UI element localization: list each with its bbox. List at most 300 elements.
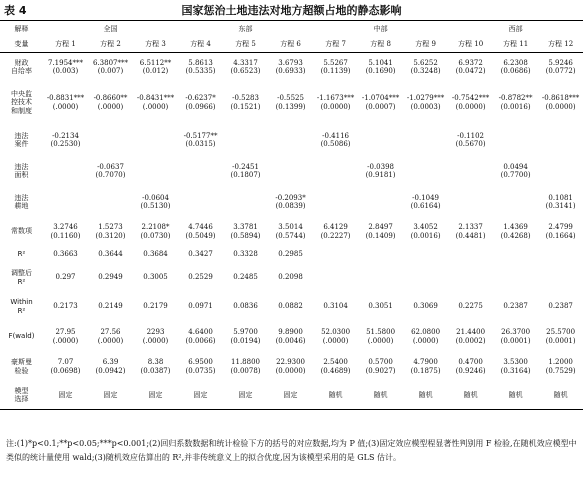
row-label-line: 财政 — [14, 58, 29, 67]
row-label-line: 控技术 — [11, 98, 32, 107]
coefficient-value: -0.8431*** — [136, 94, 175, 103]
data-cell — [88, 125, 133, 156]
table-row — [0, 187, 583, 218]
p-value: (0.0000) — [545, 102, 576, 111]
coefficient-value: -0.4116 — [322, 131, 349, 140]
data-cell — [448, 292, 493, 322]
p-value: (0.7700) — [500, 171, 531, 179]
data-cell — [358, 81, 403, 125]
p-value: (0.0000) — [275, 366, 306, 375]
p-value: (0.7070) — [95, 171, 126, 179]
coefficient-value: -0.5177** — [183, 131, 218, 140]
data-cell — [133, 292, 178, 322]
coefficient-value: 0.2985 — [278, 250, 303, 259]
coefficient-value: -0.5283 — [232, 94, 259, 103]
coefficient-value: -0.8782** — [498, 94, 533, 103]
row-label-line: R² — [17, 250, 26, 259]
p-value: (0.4268) — [500, 231, 531, 240]
data-cell — [403, 322, 448, 352]
coefficient-value: -1.0704*** — [361, 94, 400, 103]
data-cell — [178, 264, 223, 292]
coefficient-value: 9.8900 — [278, 328, 303, 337]
coefficient-value: 0.2098 — [278, 273, 303, 282]
coefficient-value: 随机 — [508, 391, 523, 400]
p-value: (0.9027) — [365, 366, 396, 375]
group-header: 全国 — [43, 21, 178, 37]
data-cell — [448, 382, 493, 410]
row-label — [0, 352, 43, 382]
coefficient-value: 0.3104 — [323, 302, 348, 311]
model-header: 方程 9 — [403, 37, 448, 53]
p-value: (0.3120) — [95, 231, 126, 240]
coefficient-value: 4.6400 — [188, 328, 213, 337]
data-cell — [403, 352, 448, 382]
data-cell — [43, 246, 88, 264]
data-cell — [448, 264, 493, 292]
data-cell — [43, 322, 88, 352]
p-value: (0.3164) — [500, 366, 531, 375]
data-cell — [268, 246, 313, 264]
row-label-line: 面积 — [14, 171, 29, 179]
coefficient-value: 随机 — [418, 391, 433, 400]
data-cell — [223, 322, 268, 352]
coefficient-value: 6.9500 — [188, 358, 213, 367]
data-cell — [88, 81, 133, 125]
data-cell — [133, 264, 178, 292]
data-cell — [538, 292, 583, 322]
coefficient-value: 0.3644 — [98, 250, 123, 259]
data-cell — [43, 125, 88, 156]
p-value: (.0000) — [367, 336, 394, 345]
data-cell — [88, 187, 133, 218]
data-cell — [223, 246, 268, 264]
data-cell — [133, 53, 178, 81]
p-value: (0.0686) — [500, 66, 531, 75]
data-cell — [403, 264, 448, 292]
coefficient-value: 2.2108* — [141, 223, 170, 232]
p-value: (0.0730) — [140, 231, 171, 240]
p-value: (0.0772) — [545, 66, 576, 75]
row-label-line: 中央监 — [11, 90, 32, 99]
coefficient-value: 0.2387 — [503, 302, 528, 311]
coefficient-value: 0.0971 — [188, 302, 213, 311]
coefficient-value: 3.5014 — [278, 223, 303, 232]
data-cell — [268, 53, 313, 81]
data-cell — [313, 125, 358, 156]
coefficient-value: -0.0637 — [97, 162, 124, 171]
model-header: 方程 8 — [358, 37, 403, 53]
table-row — [0, 156, 583, 187]
coefficient-value: 6.2308 — [503, 58, 528, 67]
coefficient-value: -0.8618*** — [541, 94, 580, 103]
coefficient-value: 0.4700 — [458, 358, 483, 367]
coefficient-value: 0.2173 — [53, 302, 78, 311]
coefficient-value: 固定 — [193, 391, 208, 400]
coefficient-value: -0.7542*** — [451, 94, 490, 103]
coefficient-value: 26.3700 — [501, 328, 531, 337]
coefficient-value: 固定 — [58, 391, 73, 400]
data-cell — [268, 322, 313, 352]
data-cell — [448, 246, 493, 264]
coefficient-value: 随机 — [328, 391, 343, 400]
table-row — [0, 81, 583, 125]
p-value: (0.3141) — [545, 202, 576, 210]
row-label-line: 检验 — [14, 366, 29, 375]
table-row — [0, 292, 583, 322]
table-row — [0, 264, 583, 292]
coefficient-value: 3.2746 — [53, 223, 78, 232]
coefficient-value: 7.1954*** — [48, 58, 83, 67]
coefficient-value: 0.3663 — [53, 250, 78, 259]
data-cell — [493, 81, 538, 125]
data-cell — [403, 292, 448, 322]
coefficient-value: -0.6237* — [185, 94, 216, 103]
data-cell — [493, 246, 538, 264]
p-value: (.0000) — [52, 336, 79, 345]
table-label: 表 4 — [4, 4, 27, 17]
coefficient-value: 5.9246 — [548, 58, 573, 67]
row-label-line: 豪斯曼 — [11, 358, 32, 367]
data-cell — [223, 218, 268, 246]
data-cell — [313, 156, 358, 187]
coefficient-value: 3.6793 — [278, 58, 303, 67]
coefficient-value: 5.6252 — [413, 58, 438, 67]
coefficient-value: 0.297 — [55, 273, 76, 282]
p-value: (.0000) — [52, 102, 79, 111]
data-cell — [538, 187, 583, 218]
data-cell — [448, 322, 493, 352]
data-cell — [133, 156, 178, 187]
p-value: (0.0000) — [320, 102, 351, 111]
p-value: (0.0001) — [500, 336, 531, 345]
data-cell — [403, 156, 448, 187]
p-value: (0.7529) — [545, 366, 576, 375]
model-header: 方程 7 — [313, 37, 358, 53]
data-cell — [538, 53, 583, 81]
coefficient-value: 21.4400 — [456, 328, 486, 337]
p-value: (.0000) — [97, 102, 124, 111]
coefficient-value: 4.7900 — [413, 358, 438, 367]
group-header-row — [0, 21, 583, 37]
data-cell — [43, 218, 88, 246]
coefficient-value: 0.3051 — [368, 302, 393, 311]
row-label — [0, 218, 43, 246]
coefficient-value: 固定 — [238, 391, 253, 400]
data-cell — [223, 264, 268, 292]
row-label-line: F(wald) — [8, 332, 35, 341]
coefficient-value: 0.2387 — [548, 302, 573, 311]
row-label — [0, 322, 43, 352]
p-value: (0.012) — [142, 66, 169, 75]
data-cell — [403, 218, 448, 246]
data-cell — [178, 156, 223, 187]
p-value: (0.3248) — [410, 66, 441, 75]
group-header: 东部 — [178, 21, 313, 37]
p-value: (0.5086) — [320, 140, 351, 148]
table-row — [0, 322, 583, 352]
p-value: (.0000) — [412, 336, 439, 345]
data-cell — [358, 187, 403, 218]
p-value: (0.0001) — [545, 336, 576, 345]
row-label-line: R² — [17, 306, 26, 315]
model-header-row — [0, 37, 583, 53]
row-label-line: R² — [17, 277, 26, 286]
data-cell — [88, 53, 133, 81]
model-header: 方程 4 — [178, 37, 223, 53]
p-value: (0.003) — [52, 66, 79, 75]
data-cell — [313, 187, 358, 218]
data-cell — [223, 81, 268, 125]
coefficient-value: -0.0398 — [367, 162, 394, 171]
coefficient-value: 0.0882 — [278, 302, 303, 311]
p-value: (0.5049) — [185, 231, 216, 240]
row-label-line: 违法 — [14, 193, 29, 202]
coefficient-value: 6.9372 — [458, 58, 483, 67]
coefficient-value: -1.1673*** — [316, 94, 355, 103]
coefficient-value: -0.1049 — [412, 193, 439, 202]
data-cell — [403, 125, 448, 156]
p-value: (0.0966) — [185, 102, 216, 111]
regression-table — [0, 20, 583, 410]
data-cell — [313, 292, 358, 322]
p-value: (.0000) — [142, 336, 169, 345]
p-value: (0.0472) — [455, 66, 486, 75]
data-cell — [313, 382, 358, 410]
row-label — [0, 187, 43, 218]
model-header: 方程 5 — [223, 37, 268, 53]
data-cell — [133, 382, 178, 410]
p-value: (0.5335) — [185, 66, 216, 75]
data-cell — [133, 218, 178, 246]
p-value: (0.0000) — [455, 102, 486, 111]
coefficient-value: 2.4799 — [548, 223, 573, 232]
row-label — [0, 53, 43, 81]
row-label-line: 案件 — [14, 140, 29, 148]
p-value: (0.0003) — [410, 102, 441, 111]
data-cell — [178, 125, 223, 156]
coefficient-value: 7.07 — [57, 358, 74, 367]
coefficient-value: 62.0800 — [411, 328, 441, 337]
row-label-line: 耕地 — [14, 202, 29, 210]
data-cell — [223, 352, 268, 382]
coefficient-value: 0.0836 — [233, 302, 258, 311]
data-cell — [133, 322, 178, 352]
p-value: (0.0066) — [185, 336, 216, 345]
coefficient-value: 0.3328 — [233, 250, 258, 259]
data-cell — [358, 125, 403, 156]
coefficient-value: 5.1041 — [368, 58, 393, 67]
p-value: (0.2227) — [320, 231, 351, 240]
p-value: (0.1875) — [410, 366, 441, 375]
coefficient-value: 0.3069 — [413, 302, 438, 311]
coefficient-value: 0.3684 — [143, 250, 168, 259]
row-label — [0, 246, 43, 264]
coefficient-value: -1.0279*** — [406, 94, 445, 103]
data-cell — [43, 352, 88, 382]
data-cell — [178, 322, 223, 352]
p-value: (0.0387) — [140, 366, 171, 375]
data-cell — [358, 352, 403, 382]
data-cell — [88, 352, 133, 382]
row-label — [0, 264, 43, 292]
data-cell — [268, 264, 313, 292]
p-value: (.0000) — [322, 336, 349, 345]
coefficient-value: -0.2451 — [232, 162, 259, 171]
p-value: (0.0942) — [95, 366, 126, 375]
data-cell — [268, 125, 313, 156]
data-cell — [358, 382, 403, 410]
row-label-line: 违法 — [14, 131, 29, 140]
data-cell — [538, 246, 583, 264]
coefficient-value: 4.7446 — [188, 223, 213, 232]
coefficient-value: 2.1337 — [458, 223, 483, 232]
p-value: (0.5744) — [275, 231, 306, 240]
data-cell — [493, 53, 538, 81]
data-cell — [43, 53, 88, 81]
coefficient-value: 3.4052 — [413, 223, 438, 232]
coefficient-value: 固定 — [148, 391, 163, 400]
data-cell — [493, 264, 538, 292]
coefficient-value: 2293 — [146, 328, 165, 337]
row-label — [0, 81, 43, 125]
coefficient-value: 52.0300 — [321, 328, 351, 337]
data-cell — [223, 125, 268, 156]
coefficient-value: 2.5400 — [323, 358, 348, 367]
coefficient-value: -0.5525 — [277, 94, 304, 103]
data-cell — [448, 187, 493, 218]
data-cell — [448, 352, 493, 382]
p-value: (0.6933) — [275, 66, 306, 75]
coefficient-value: 随机 — [553, 391, 568, 400]
coefficient-value: 随机 — [463, 391, 478, 400]
data-cell — [358, 218, 403, 246]
data-cell — [358, 292, 403, 322]
data-cell — [88, 322, 133, 352]
p-value: (0.1160) — [50, 231, 81, 240]
row-label-line: Within — [10, 298, 33, 307]
data-cell — [43, 156, 88, 187]
data-cell — [538, 125, 583, 156]
p-value: (0.9246) — [455, 366, 486, 375]
coefficient-value: 0.2485 — [233, 273, 258, 282]
data-cell — [493, 156, 538, 187]
group-header: 中部 — [313, 21, 448, 37]
row-label-line: 选择 — [14, 395, 29, 404]
p-value: (0.6523) — [230, 66, 261, 75]
coefficient-value: 51.5800 — [366, 328, 396, 337]
row-label — [0, 292, 43, 322]
p-value: (0.4689) — [320, 366, 351, 375]
data-cell — [88, 156, 133, 187]
data-cell — [403, 187, 448, 218]
data-cell — [538, 382, 583, 410]
coefficient-value: -0.2093* — [275, 193, 306, 202]
data-cell — [538, 352, 583, 382]
coefficient-value: 22.9300 — [276, 358, 306, 367]
coefficient-value: 固定 — [103, 391, 118, 400]
p-value: (0.0016) — [410, 231, 441, 240]
coefficient-value: 1.5273 — [98, 223, 123, 232]
data-cell — [223, 187, 268, 218]
data-cell — [223, 156, 268, 187]
coefficient-value: 2.8497 — [368, 223, 393, 232]
data-cell — [448, 53, 493, 81]
data-cell — [493, 218, 538, 246]
data-cell — [493, 382, 538, 410]
p-value: (0.1139) — [320, 66, 351, 75]
data-cell — [43, 81, 88, 125]
model-header: 方程 1 — [43, 37, 88, 53]
p-value: (0.0315) — [185, 140, 216, 148]
coefficient-value: -0.2134 — [52, 131, 79, 140]
data-cell — [358, 246, 403, 264]
data-cell — [43, 187, 88, 218]
data-cell — [178, 218, 223, 246]
row-label — [0, 156, 43, 187]
data-cell — [538, 156, 583, 187]
coefficient-value: -0.8660** — [93, 94, 128, 103]
coefficient-value: 1.4369 — [503, 223, 528, 232]
p-value: (0.1664) — [545, 231, 576, 240]
data-cell — [43, 292, 88, 322]
data-cell — [493, 125, 538, 156]
coefficient-value: 27.56 — [100, 328, 121, 337]
row-label — [0, 125, 43, 156]
table-notes: 注:(1)*p<0.1;**p<0.05;***p<0.001;(2)回归系数数据和统计检验下方的括号的对应数据,均为 P 值;(3)固定效应模型程显著性判别用 F 检验,在随机效应模型中类似的统计量使用 wald;(3)随机效应估算出的 R²,并非传统意义上的拟合优度,因为该模型采用的是 GLS 估计。 — [6, 439, 577, 462]
coefficient-value: 27.95 — [55, 328, 76, 337]
coefficient-value: -0.8831*** — [46, 94, 85, 103]
data-cell — [358, 156, 403, 187]
data-cell — [313, 81, 358, 125]
data-cell — [538, 322, 583, 352]
coefficient-value: 5.5267 — [323, 58, 348, 67]
model-header: 方程 10 — [448, 37, 493, 53]
p-value: (0.0698) — [50, 366, 81, 375]
data-cell — [178, 81, 223, 125]
p-value: (0.0078) — [230, 366, 261, 375]
coefficient-value: 0.3427 — [188, 250, 213, 259]
row-label — [0, 382, 43, 410]
group-header: 西部 — [448, 21, 583, 37]
data-cell — [268, 382, 313, 410]
p-value: (.0000) — [97, 336, 124, 345]
row-label-line: 常数项 — [11, 227, 32, 236]
data-cell — [88, 218, 133, 246]
data-cell — [133, 246, 178, 264]
coefficient-value: 0.3005 — [143, 273, 168, 282]
p-value: (0.1807) — [230, 171, 261, 179]
p-value: (0.1399) — [275, 102, 306, 111]
data-cell — [178, 292, 223, 322]
data-cell — [538, 81, 583, 125]
p-value: (0.0007) — [365, 102, 396, 111]
data-cell — [448, 156, 493, 187]
corner-bottom: 变量 — [0, 37, 43, 53]
data-cell — [88, 264, 133, 292]
data-cell — [358, 264, 403, 292]
p-value: (0.1690) — [365, 66, 396, 75]
data-cell — [133, 125, 178, 156]
corner-top: 解释 — [0, 21, 43, 37]
p-value: (0.6164) — [410, 202, 441, 210]
coefficient-value: 6.4129 — [323, 223, 348, 232]
data-cell — [178, 352, 223, 382]
data-cell — [313, 352, 358, 382]
data-cell — [493, 352, 538, 382]
data-cell — [403, 246, 448, 264]
data-cell — [43, 382, 88, 410]
data-cell — [313, 322, 358, 352]
